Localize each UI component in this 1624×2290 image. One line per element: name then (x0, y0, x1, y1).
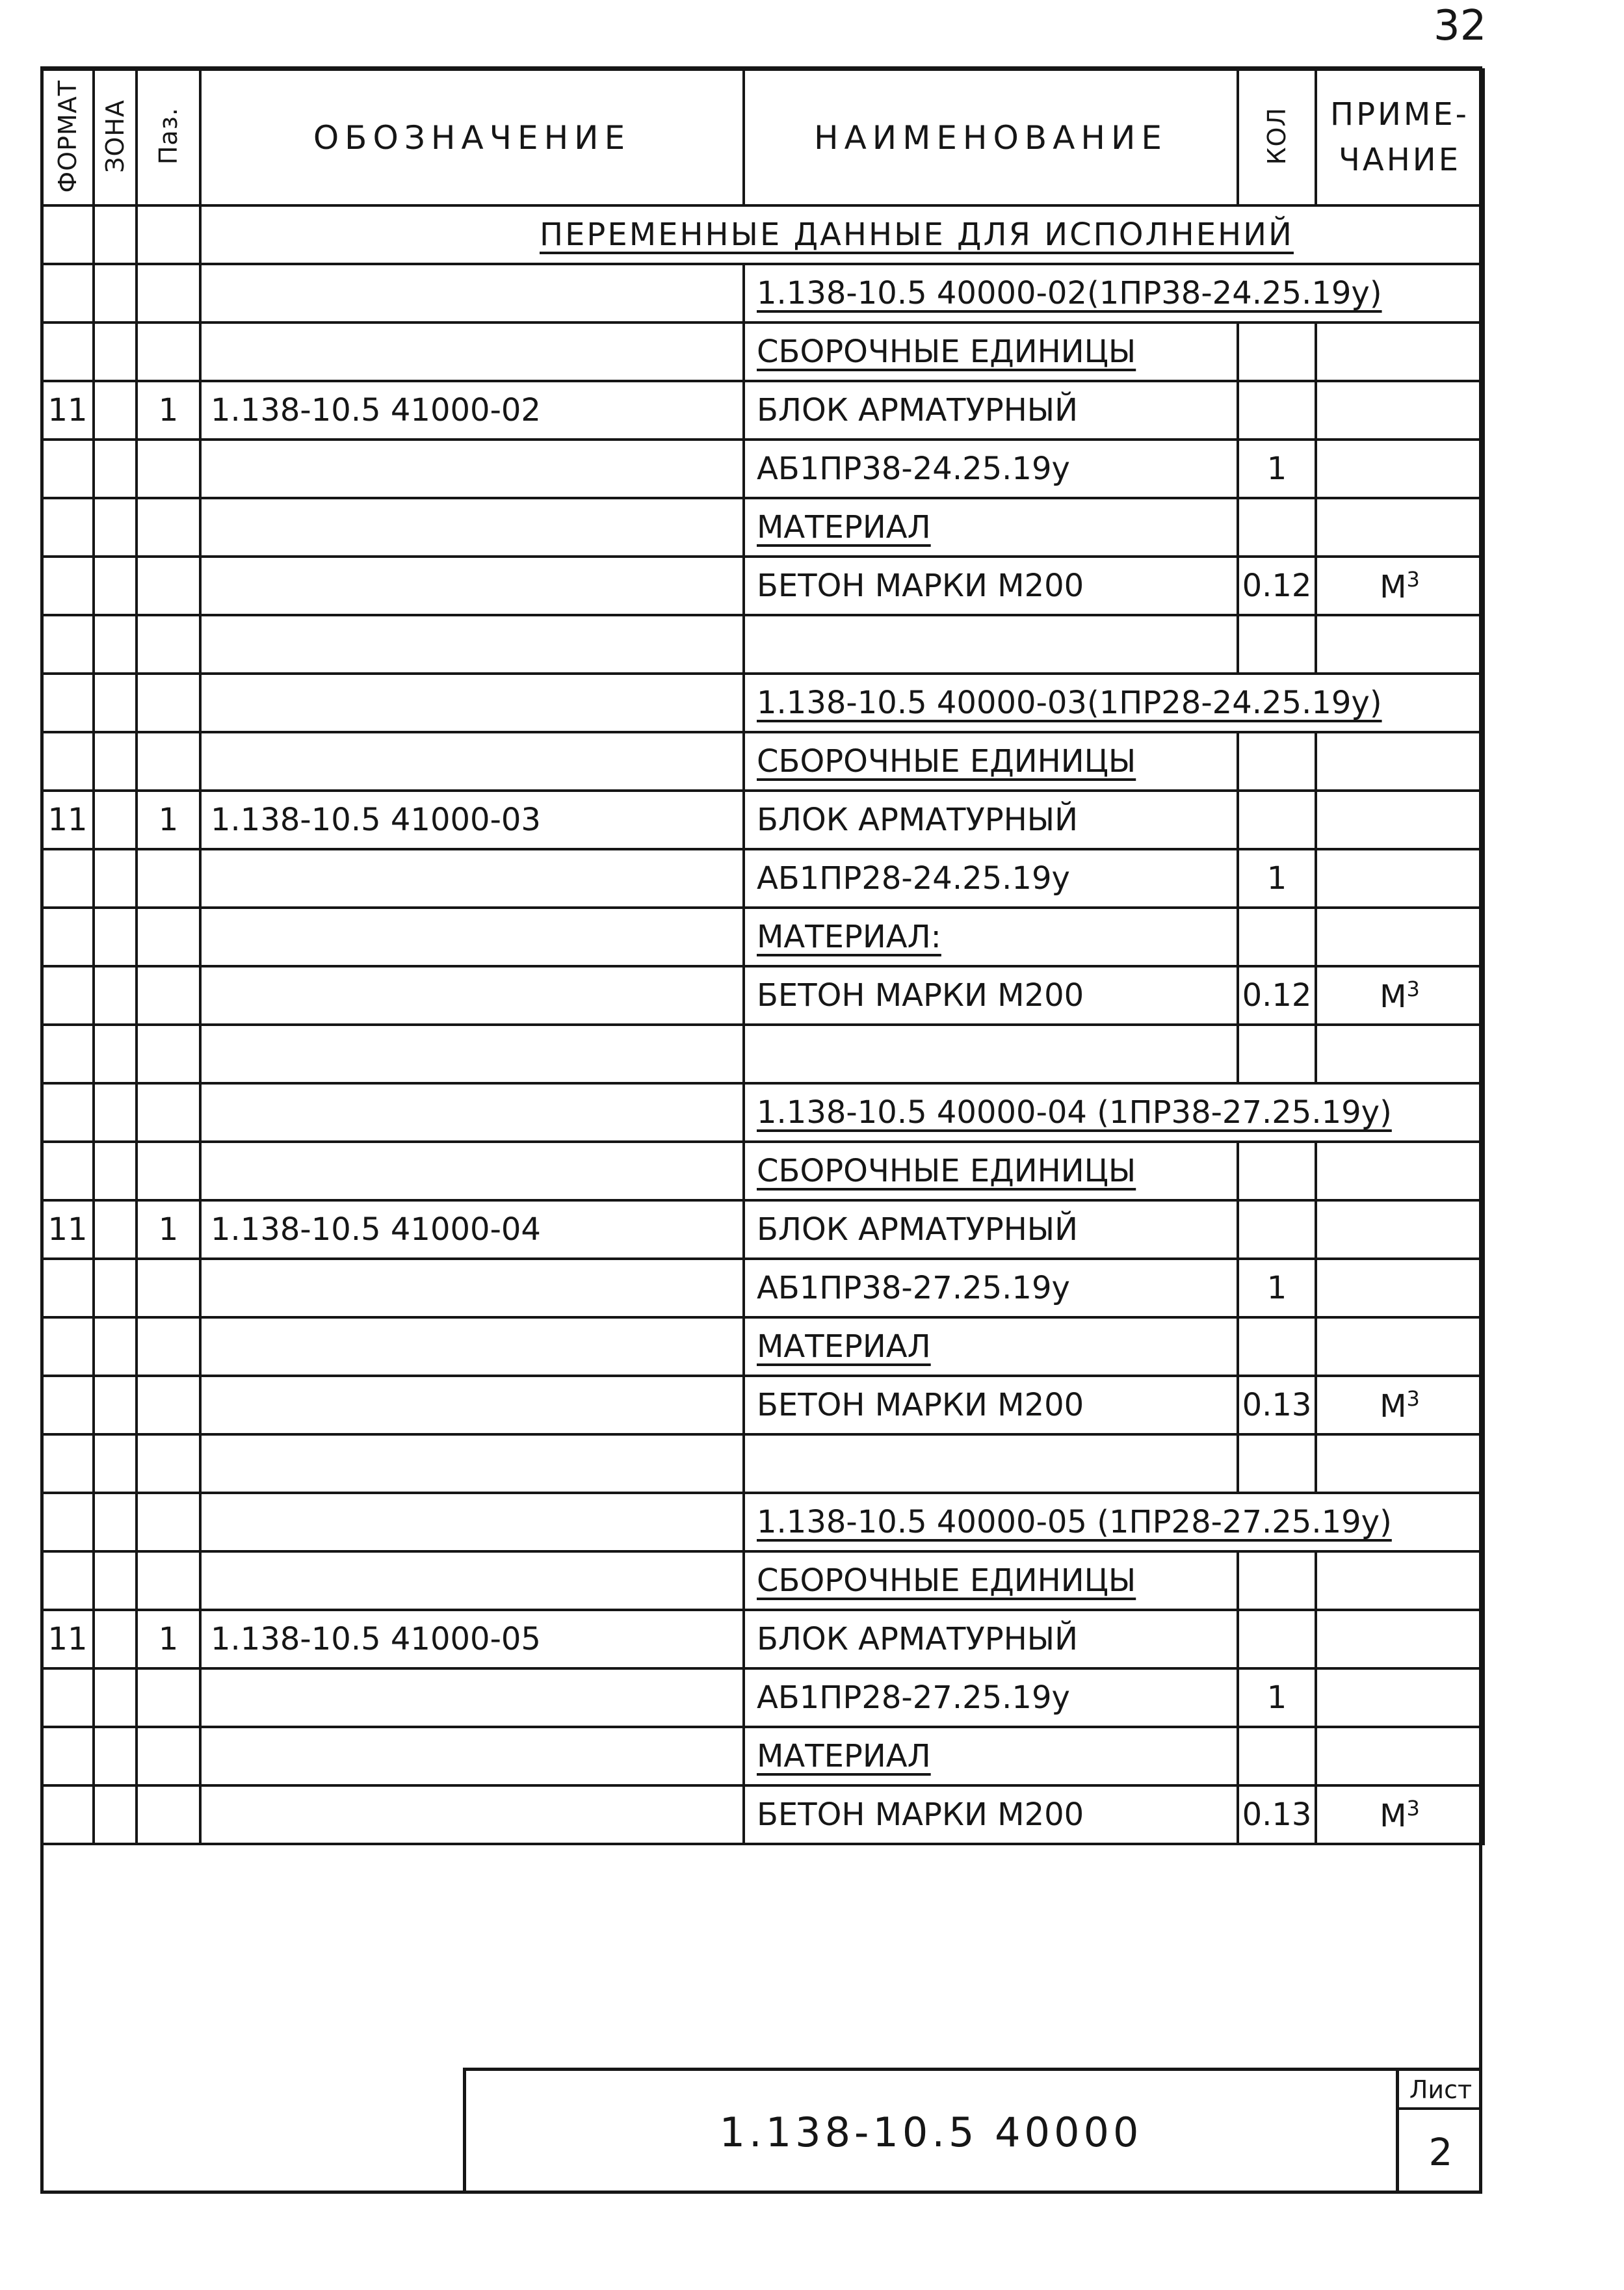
assembly-heading: СБОРОЧНЫЕ ЕДИНИЦЫ (757, 1562, 1136, 1599)
material-qty-cell: 0.12 (1238, 966, 1316, 1025)
sheet-box (1396, 2071, 1482, 2194)
position-cell: 1 (137, 1610, 200, 1668)
block-name-cell: БЛОК АРМАТУРНЫЙ (744, 791, 1238, 849)
variant-title: 1.138-10.5 40000-05 (1ПР28-27.25.19у) (757, 1504, 1392, 1540)
block-name-cell: БЛОК АРМАТУРНЫЙ (744, 381, 1238, 440)
header-designation: ОБОЗНАЧЕНИЕ (200, 70, 744, 205)
table-row (42, 381, 1484, 440)
material-heading: МАТЕРИАЛ (757, 1328, 931, 1365)
variant-title-row (42, 674, 1484, 732)
empty-row (42, 1434, 1484, 1493)
material-heading: МАТЕРИАЛ (757, 1738, 931, 1774)
empty-row (42, 1025, 1484, 1083)
table-row (42, 557, 1484, 615)
format-cell: 11 (42, 1200, 94, 1259)
specification-table (40, 68, 1485, 1845)
title-block (463, 2068, 1482, 2194)
assembly-heading: СБОРОЧНЫЕ ЕДИНИЦЫ (757, 334, 1136, 370)
banner-row (42, 205, 1484, 264)
material-name-cell: БЕТОН МАРКИ М200 (744, 1785, 1238, 1844)
document-code: 1.138-10.5 40000 (719, 2109, 1143, 2156)
sheet-number: 2 (1428, 2129, 1453, 2174)
block-qty-cell: 1 (1238, 440, 1316, 498)
assembly-heading-row (42, 322, 1484, 381)
table-row (42, 1200, 1484, 1259)
block-name-cell: БЛОК АРМАТУРНЫЙ (744, 1610, 1238, 1668)
sheet-label: Лист (1399, 2071, 1482, 2110)
material-heading-row (42, 1317, 1484, 1376)
header-quantity: КОЛ (1238, 70, 1316, 205)
material-heading-row (42, 908, 1484, 966)
block-qty-cell: 1 (1238, 849, 1316, 908)
table-row (42, 1376, 1484, 1434)
variant-title-row (42, 1493, 1484, 1551)
material-name-cell: БЕТОН МАРКИ М200 (744, 1376, 1238, 1434)
assembly-heading-row (42, 1551, 1484, 1610)
block-code-cell: АБ1ПР28-24.25.19у (744, 849, 1238, 908)
material-unit-cell: $М^3$ (1316, 1785, 1484, 1844)
designation-cell: 1.138-10.5 41000-02 (200, 381, 744, 440)
block-code-cell: АБ1ПР38-24.25.19у (744, 440, 1238, 498)
designation-cell: 1.138-10.5 41000-03 (200, 791, 744, 849)
block-qty-cell: 1 (1238, 1668, 1316, 1727)
block-code-cell: АБ1ПР28-27.25.19у (744, 1668, 1238, 1727)
unit-power: 3 (1406, 976, 1420, 1001)
material-name-cell: БЕТОН МАРКИ М200 (744, 966, 1238, 1025)
table-row (42, 440, 1484, 498)
format-cell: 11 (42, 381, 94, 440)
assembly-heading: СБОРОЧНЫЕ ЕДИНИЦЫ (757, 1153, 1136, 1189)
header-position: Паз. (137, 70, 200, 205)
designation-cell: 1.138-10.5 41000-04 (200, 1200, 744, 1259)
header-row (42, 70, 1484, 205)
format-cell: 11 (42, 1610, 94, 1668)
material-unit-cell: $М^3$ (1316, 1376, 1484, 1434)
material-name-cell: БЕТОН МАРКИ М200 (744, 557, 1238, 615)
assembly-heading-row (42, 732, 1484, 791)
header-name: НАИМЕНОВАНИЕ (744, 70, 1238, 205)
position-cell: 1 (137, 1200, 200, 1259)
variant-title-row (42, 264, 1484, 322)
material-heading-row (42, 1727, 1484, 1785)
material-qty-cell: 0.12 (1238, 557, 1316, 615)
block-code-cell: АБ1ПР38-27.25.19у (744, 1259, 1238, 1317)
variant-title: 1.138-10.5 40000-03(1ПР28-24.25.19у) (757, 685, 1382, 721)
assembly-heading-row (42, 1142, 1484, 1200)
unit-power: 3 (1406, 1386, 1420, 1411)
header-note: ПРИМЕ- ЧАНИЕ (1316, 70, 1484, 205)
table-row (42, 1610, 1484, 1668)
page-number: 32 (1434, 2, 1487, 50)
table-row (42, 1785, 1484, 1844)
table-row (42, 966, 1484, 1025)
material-unit-cell: $М^3$ (1316, 557, 1484, 615)
table-row (42, 849, 1484, 908)
header-format: ФОРМАТ (42, 70, 94, 205)
position-cell: 1 (137, 381, 200, 440)
table-row (42, 791, 1484, 849)
material-unit-cell: $М^3$ (1316, 966, 1484, 1025)
designation-cell: 1.138-10.5 41000-05 (200, 1610, 744, 1668)
empty-row (42, 615, 1484, 674)
unit-power: 3 (1406, 1795, 1420, 1821)
format-cell: 11 (42, 791, 94, 849)
table-row (42, 1668, 1484, 1727)
material-heading: МАТЕРИАЛ: (757, 919, 941, 955)
assembly-heading: СБОРОЧНЫЕ ЕДИНИЦЫ (757, 743, 1136, 780)
variant-title: 1.138-10.5 40000-04 (1ПР38-27.25.19у) (757, 1094, 1392, 1131)
block-name-cell: БЛОК АРМАТУРНЫЙ (744, 1200, 1238, 1259)
material-qty-cell: 0.13 (1238, 1785, 1316, 1844)
material-heading-row (42, 498, 1484, 557)
header-zone: ЗОНА (94, 70, 137, 205)
material-qty-cell: 0.13 (1238, 1376, 1316, 1434)
variant-title: 1.138-10.5 40000-02(1ПР38-24.25.19у) (757, 275, 1382, 311)
table-row (42, 1259, 1484, 1317)
material-heading: МАТЕРИАЛ (757, 509, 931, 546)
unit-power: 3 (1406, 566, 1420, 592)
position-cell: 1 (137, 791, 200, 849)
variant-title-row (42, 1083, 1484, 1142)
variants-banner: ПЕРЕМЕННЫЕ ДАННЫЕ ДЛЯ ИСПОЛНЕНИЙ (540, 217, 1294, 253)
block-qty-cell: 1 (1238, 1259, 1316, 1317)
